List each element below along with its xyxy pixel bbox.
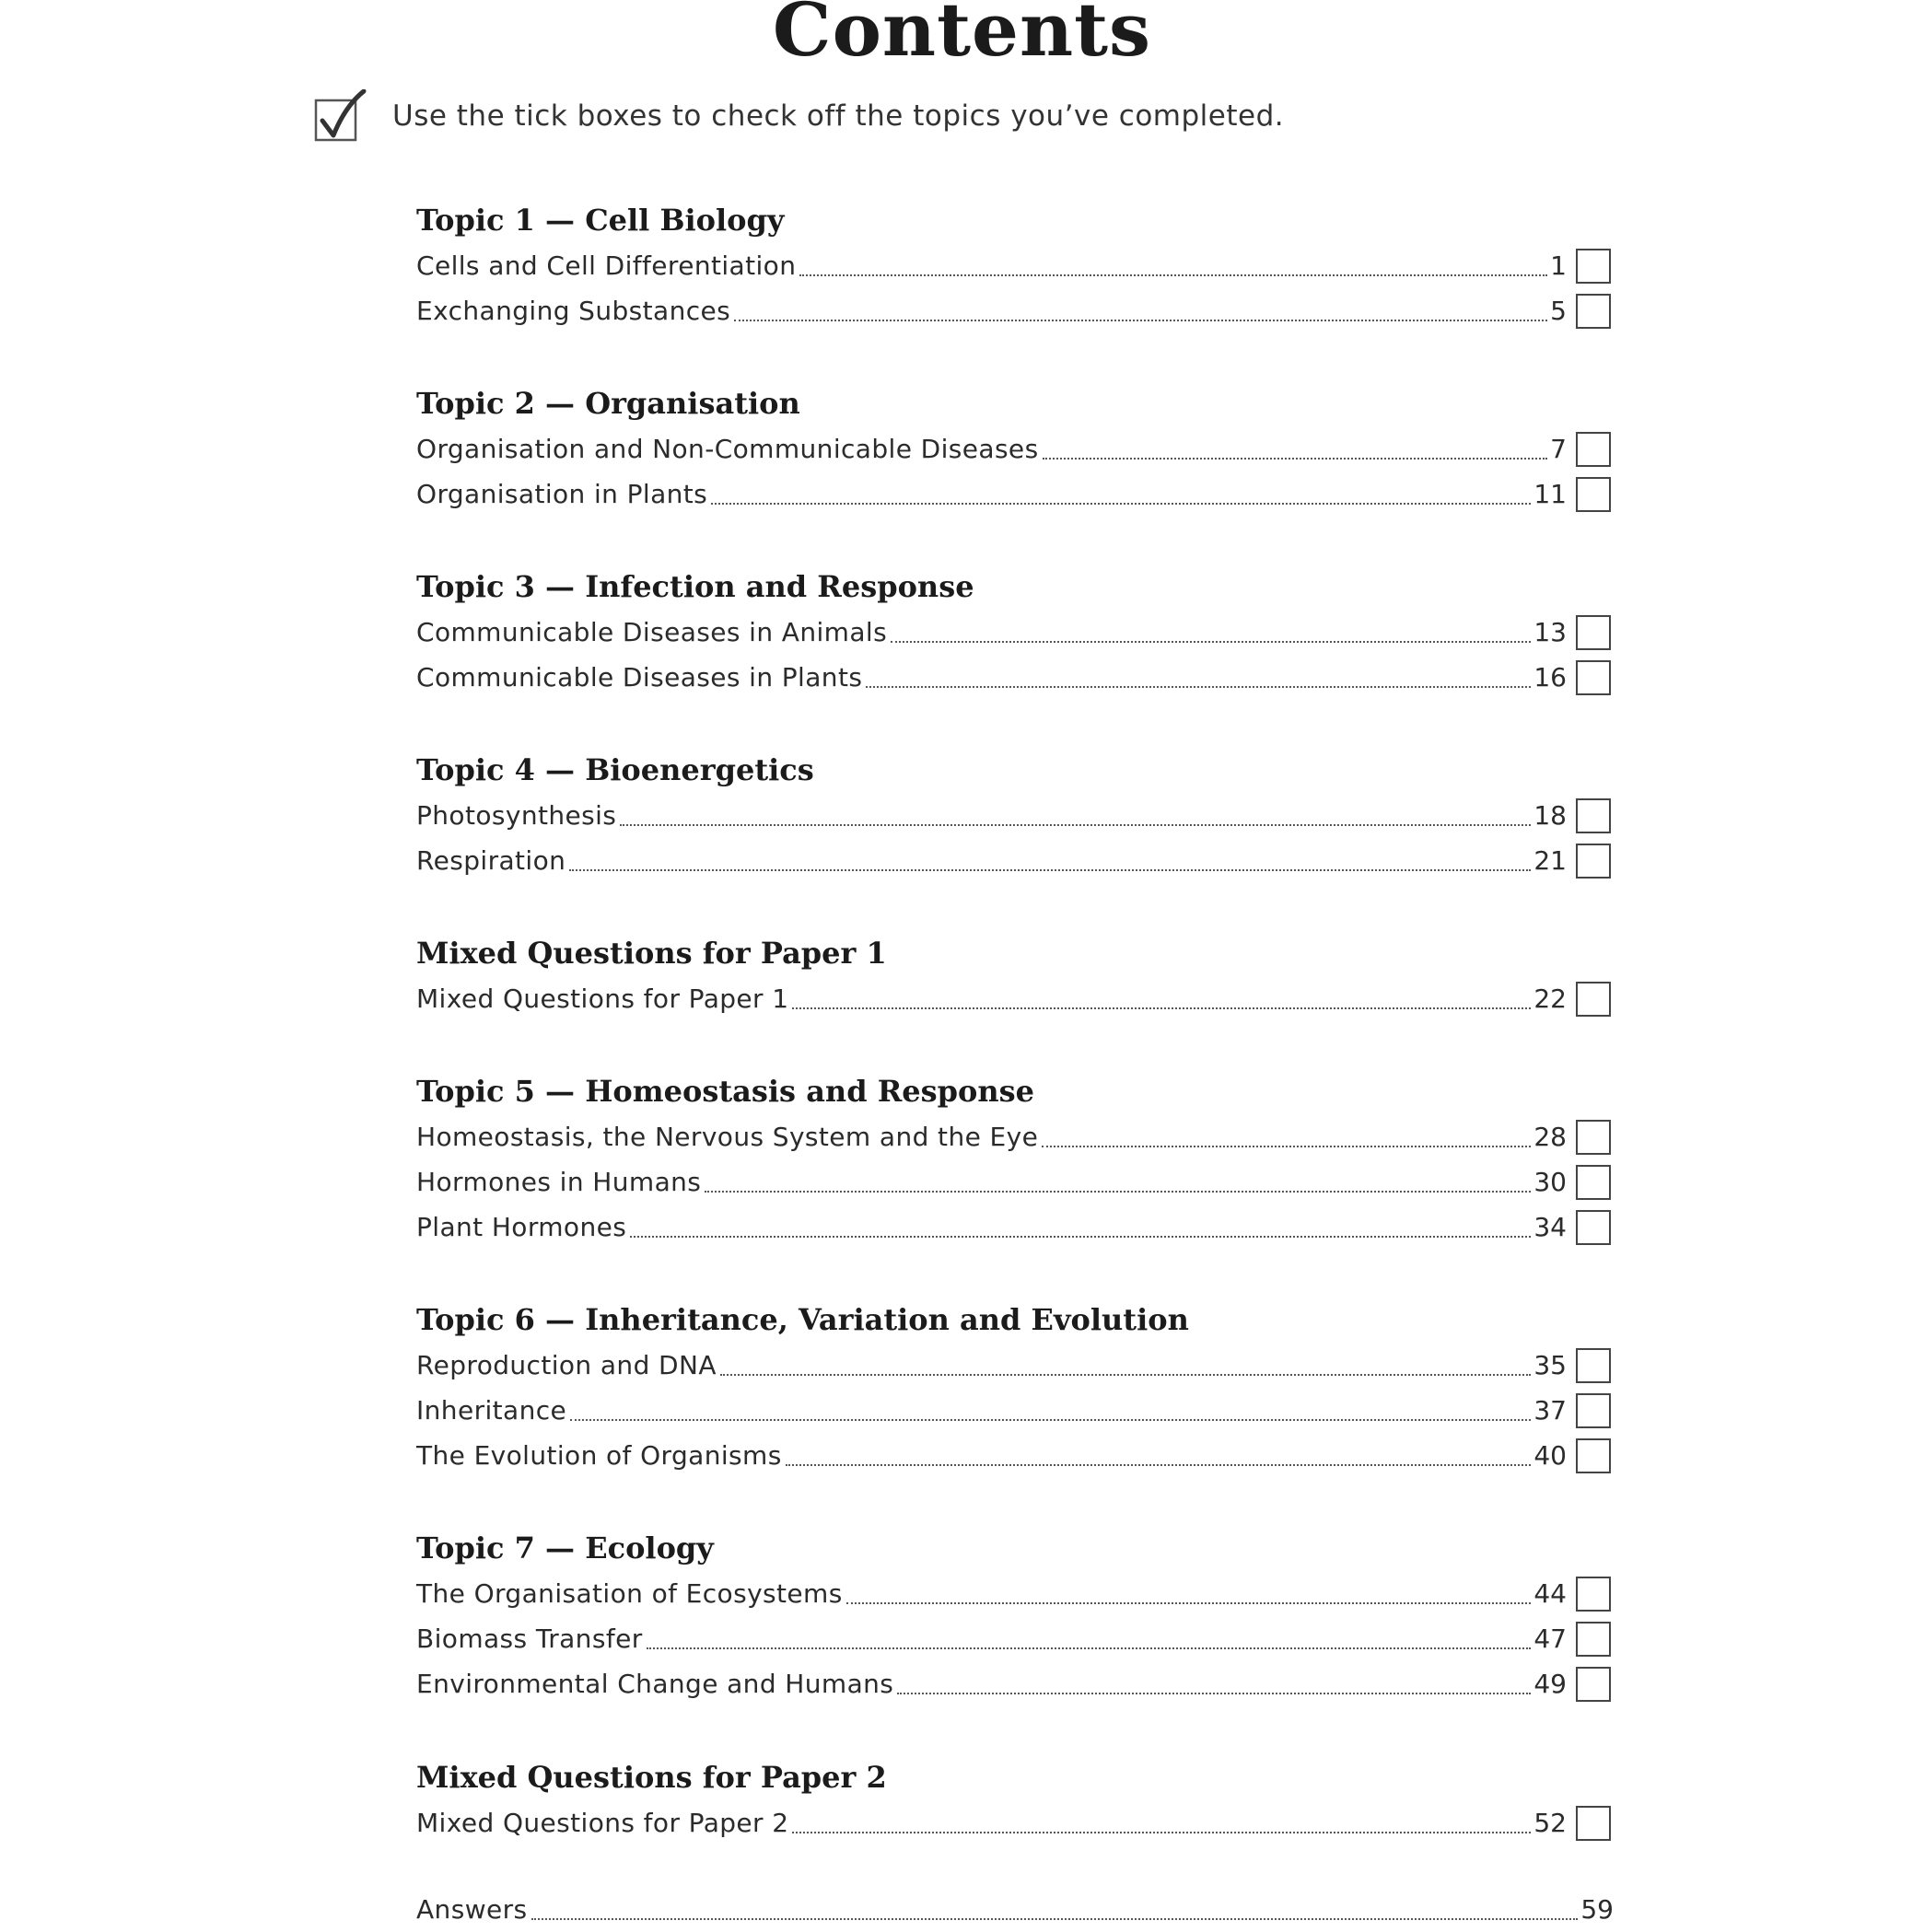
section-title: Topic 6 — Inheritance, Variation and Evolution (416, 1302, 1189, 1337)
dot-leader (620, 824, 1531, 826)
dot-leader (1042, 1146, 1531, 1147)
section-topic-2 (416, 381, 1614, 517)
entry-page-number: 1 (1550, 250, 1567, 281)
tick-checkbox[interactable] (1576, 294, 1611, 329)
section-topic-7 (416, 1526, 1614, 1706)
entry-label: Photosynthesis (416, 800, 617, 831)
entry-page-number: 52 (1533, 1808, 1567, 1838)
toc-entry[interactable] (416, 1114, 1614, 1159)
tick-checkbox[interactable] (1576, 615, 1611, 650)
toc-entry[interactable] (416, 1159, 1614, 1205)
instruction (313, 88, 1284, 144)
toc-entry[interactable] (416, 655, 1614, 700)
toc-entry[interactable] (416, 1661, 1614, 1706)
entry-label: The Evolution of Organisms (416, 1440, 782, 1471)
section-topic-6 (416, 1298, 1614, 1478)
entry-page-number: 35 (1533, 1350, 1567, 1380)
dot-leader (720, 1374, 1531, 1376)
toc-entry[interactable] (416, 1205, 1614, 1250)
toc-entry[interactable] (416, 838, 1614, 883)
toc-entry[interactable] (416, 243, 1614, 288)
entry-label: Cells and Cell Differentiation (416, 250, 797, 281)
tick-checkbox[interactable] (1576, 844, 1611, 879)
toc-entry[interactable] (416, 610, 1614, 655)
entry-label: Mixed Questions for Paper 2 (416, 1808, 789, 1838)
entry-page-number: 30 (1533, 1167, 1567, 1197)
tick-checkbox[interactable] (1576, 1622, 1611, 1657)
entry-label: Organisation and Non-Communicable Diseases (416, 434, 1039, 464)
entry-label: Inheritance (416, 1395, 567, 1426)
tick-checkbox[interactable] (1576, 432, 1611, 467)
tick-checkbox[interactable] (1576, 1667, 1611, 1702)
dot-leader (897, 1693, 1531, 1694)
section-topic-5 (416, 1069, 1614, 1250)
entry-page-number: 13 (1533, 617, 1567, 647)
section-topic-3 (416, 564, 1614, 700)
entry-page-number: 22 (1533, 983, 1567, 1014)
section-topic-4 (416, 748, 1614, 883)
entry-page-number: 47 (1533, 1624, 1567, 1654)
toc-entry[interactable] (416, 1887, 1614, 1932)
dot-leader (799, 274, 1547, 276)
section-title: Topic 2 — Organisation (416, 386, 800, 421)
instruction-text: Use the tick boxes to check off the topics you’ve completed. (392, 99, 1285, 133)
tick-checkbox[interactable] (1576, 1165, 1611, 1200)
page-title: Contents (772, 0, 1152, 73)
entry-label: Mixed Questions for Paper 1 (416, 983, 789, 1014)
dot-leader (647, 1647, 1532, 1649)
entry-label: The Organisation of Ecosystems (416, 1578, 843, 1609)
toc-entry[interactable] (416, 1571, 1614, 1616)
section-mixed-paper-1 (416, 931, 1614, 1021)
entry-page-number: 7 (1550, 434, 1567, 464)
entry-page-number: 16 (1533, 662, 1567, 692)
tick-checkbox[interactable] (1576, 1438, 1611, 1473)
dot-leader (531, 1918, 1579, 1920)
entry-page-number: 44 (1533, 1578, 1567, 1609)
entry-label: Exchanging Substances (416, 296, 731, 326)
dot-leader (711, 503, 1531, 505)
entry-page-number: 37 (1533, 1395, 1567, 1426)
entry-page-number: 59 (1580, 1894, 1614, 1925)
toc-entry[interactable] (416, 1616, 1614, 1661)
toc-entry[interactable] (416, 426, 1614, 471)
dot-leader (846, 1602, 1532, 1604)
entry-page-number: 21 (1533, 845, 1567, 876)
toc-entry[interactable] (416, 1800, 1614, 1845)
dot-leader (866, 686, 1531, 688)
section-title: Topic 1 — Cell Biology (416, 203, 785, 238)
entry-page-number: 40 (1533, 1440, 1567, 1471)
dot-leader (891, 641, 1531, 643)
checked-box-icon (313, 89, 367, 143)
tick-checkbox[interactable] (1576, 798, 1611, 833)
entry-page-number: 34 (1533, 1212, 1567, 1242)
dot-leader (1043, 458, 1548, 460)
entry-label: Respiration (416, 845, 566, 876)
entry-label: Organisation in Plants (416, 479, 708, 509)
section-mixed-paper-2 (416, 1755, 1614, 1845)
section-title: Topic 7 — Ecology (416, 1530, 714, 1565)
toc-entry[interactable] (416, 1343, 1614, 1388)
tick-checkbox[interactable] (1576, 1393, 1611, 1428)
tick-checkbox[interactable] (1576, 1210, 1611, 1245)
dot-leader (630, 1236, 1531, 1238)
dot-leader (569, 869, 1531, 871)
dot-leader (705, 1191, 1531, 1193)
dot-leader (792, 1832, 1531, 1833)
tick-checkbox[interactable] (1576, 982, 1611, 1017)
toc-entry[interactable] (416, 1433, 1614, 1478)
section-title: Topic 3 — Infection and Response (416, 569, 974, 604)
entry-label: Hormones in Humans (416, 1167, 702, 1197)
tick-checkbox[interactable] (1576, 660, 1611, 695)
toc-entry[interactable] (416, 471, 1614, 517)
entry-label: Reproduction and DNA (416, 1350, 717, 1380)
section-title: Mixed Questions for Paper 1 (416, 936, 887, 971)
dot-leader (734, 320, 1547, 321)
section-title: Topic 5 — Homeostasis and Response (416, 1074, 1035, 1109)
tick-checkbox[interactable] (1576, 1348, 1611, 1383)
entry-label: Answers (416, 1894, 528, 1925)
entry-page-number: 28 (1533, 1122, 1567, 1152)
dot-leader (570, 1419, 1531, 1421)
tick-checkbox[interactable] (1576, 1806, 1611, 1841)
tick-checkbox[interactable] (1576, 1577, 1611, 1612)
toc-entry[interactable] (416, 793, 1614, 838)
tick-checkbox[interactable] (1576, 249, 1611, 284)
dot-leader (786, 1464, 1532, 1466)
dot-leader (792, 1007, 1531, 1009)
entry-page-number: 18 (1533, 800, 1567, 831)
entry-page-number: 49 (1533, 1669, 1567, 1699)
entry-label: Plant Hormones (416, 1212, 627, 1242)
section-title: Mixed Questions for Paper 2 (416, 1760, 887, 1795)
entry-label: Biomass Transfer (416, 1624, 643, 1654)
toc-entry[interactable] (416, 1388, 1614, 1433)
entry-label: Communicable Diseases in Plants (416, 662, 863, 692)
entry-page-number: 5 (1550, 296, 1567, 326)
answers-entry (416, 1887, 1614, 1932)
section-topic-1 (416, 198, 1614, 333)
entry-page-number: 11 (1533, 479, 1567, 509)
entry-label: Homeostasis, the Nervous System and the Eye (416, 1122, 1039, 1152)
toc-entry[interactable] (416, 288, 1614, 333)
section-title: Topic 4 — Bioenergetics (416, 752, 814, 787)
tick-checkbox[interactable] (1576, 477, 1611, 512)
toc-entry[interactable] (416, 976, 1614, 1021)
entry-label: Communicable Diseases in Animals (416, 617, 888, 647)
entry-label: Environmental Change and Humans (416, 1669, 894, 1699)
tick-checkbox[interactable] (1576, 1120, 1611, 1155)
